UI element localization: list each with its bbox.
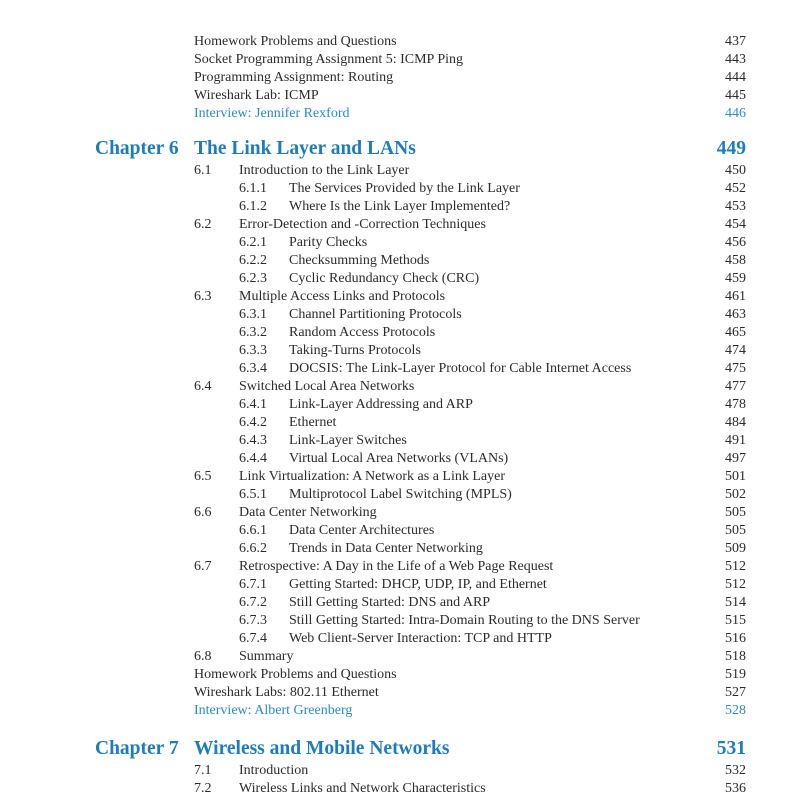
toc-entry-interview[interactable] xyxy=(194,702,746,720)
toc-section[interactable] xyxy=(194,288,746,306)
chapter-title: Wireless and Mobile Networks xyxy=(194,738,450,759)
toc-subsection[interactable] xyxy=(194,612,746,630)
subsection-page: 491 xyxy=(725,433,746,448)
subsection-title: Link-Layer Switches xyxy=(289,433,407,448)
subsection-number: 6.4.4 xyxy=(239,451,267,466)
toc-section[interactable] xyxy=(194,378,746,396)
subsection-page: 509 xyxy=(725,541,746,556)
section-title: Wireless Links and Network Characteristics xyxy=(239,781,486,796)
section-page: 518 xyxy=(725,649,746,664)
subsection-page: 516 xyxy=(725,631,746,646)
toc-entry-title: Interview: Albert Greenberg xyxy=(194,703,353,718)
subsection-page: 475 xyxy=(725,361,746,376)
subsection-page: 458 xyxy=(725,253,746,268)
section-page: 512 xyxy=(725,559,746,574)
subsection-title: Virtual Local Area Networks (VLANs) xyxy=(289,451,509,466)
subsection-title: Ethernet xyxy=(289,415,337,430)
subsection-number: 6.1.2 xyxy=(239,199,267,214)
section-page: 505 xyxy=(725,505,746,520)
toc-entry-title: Wireshark Lab: ICMP xyxy=(194,88,319,103)
section-number: 7.2 xyxy=(194,781,212,796)
subsection-page: 474 xyxy=(725,343,746,358)
toc-section[interactable] xyxy=(194,648,746,666)
subsection-title: Multiprotocol Label Switching (MPLS) xyxy=(289,487,512,502)
subsection-title: Data Center Architectures xyxy=(289,523,435,538)
toc-subsection[interactable] xyxy=(194,252,746,270)
subsection-number: 6.7.2 xyxy=(239,595,267,610)
subsection-title: DOCSIS: The Link-Layer Protocol for Cable Internet Access xyxy=(289,361,632,376)
toc-entry-page: 528 xyxy=(725,703,746,718)
toc-entry-page: 443 xyxy=(725,52,746,67)
subsection-number: 6.5.1 xyxy=(239,487,267,502)
toc-entry-title: Homework Problems and Questions xyxy=(194,34,397,49)
toc-subsection[interactable] xyxy=(194,432,746,450)
subsection-title: Random Access Protocols xyxy=(289,325,436,340)
subsection-title: Trends in Data Center Networking xyxy=(289,541,483,556)
subsection-number: 6.3.1 xyxy=(239,307,267,322)
section-title: Introduction xyxy=(239,763,309,778)
toc-subsection[interactable] xyxy=(194,414,746,432)
subsection-page: 459 xyxy=(725,271,746,286)
subsection-page: 512 xyxy=(725,577,746,592)
section-title: Switched Local Area Networks xyxy=(239,379,415,394)
toc-entry[interactable] xyxy=(194,684,746,702)
toc-subsection[interactable] xyxy=(194,486,746,504)
subsection-number: 6.3.2 xyxy=(239,325,267,340)
toc-entry[interactable] xyxy=(194,33,746,51)
subsection-number: 6.4.1 xyxy=(239,397,267,412)
toc-entry[interactable] xyxy=(194,87,746,105)
chapter-title: The Link Layer and LANs xyxy=(194,138,416,159)
section-number: 6.1 xyxy=(194,163,212,178)
subsection-page: 478 xyxy=(725,397,746,412)
subsection-number: 6.3.4 xyxy=(239,361,267,376)
subsection-page: 465 xyxy=(725,325,746,340)
subsection-page: 463 xyxy=(725,307,746,322)
subsection-page: 505 xyxy=(725,523,746,538)
subsection-page: 497 xyxy=(725,451,746,466)
toc-subsection[interactable] xyxy=(194,342,746,360)
subsection-title: The Services Provided by the Link Layer xyxy=(289,181,520,196)
toc-entry-page: 444 xyxy=(725,70,746,85)
section-number: 6.5 xyxy=(194,469,212,484)
section-page: 450 xyxy=(725,163,746,178)
toc-entry-interview[interactable] xyxy=(194,105,746,123)
subsection-title: Link-Layer Addressing and ARP xyxy=(289,397,473,412)
subsection-number: 6.2.3 xyxy=(239,271,267,286)
subsection-number: 6.2.1 xyxy=(239,235,267,250)
subsection-number: 6.2.2 xyxy=(239,253,267,268)
subsection-title: Still Getting Started: Intra-Domain Routing to the DNS Server xyxy=(289,613,640,628)
subsection-title: Cyclic Redundancy Check (CRC) xyxy=(289,271,480,286)
subsection-page: 453 xyxy=(725,199,746,214)
section-page: 536 xyxy=(725,781,746,796)
toc-entry[interactable] xyxy=(194,69,746,87)
chapter-label: Chapter 7 xyxy=(95,738,179,759)
section-title: Retrospective: A Day in the Life of a Web Page Request xyxy=(239,559,554,574)
toc-subsection[interactable] xyxy=(194,594,746,612)
section-title: Data Center Networking xyxy=(239,505,377,520)
chapter-page: 449 xyxy=(716,138,746,159)
subsection-title: Still Getting Started: DNS and ARP xyxy=(289,595,491,610)
subsection-title: Taking-Turns Protocols xyxy=(289,343,421,358)
subsection-title: Where Is the Link Layer Implemented? xyxy=(289,199,511,214)
section-page: 501 xyxy=(725,469,746,484)
toc-subsection[interactable] xyxy=(194,576,746,594)
toc-subsection[interactable] xyxy=(194,540,746,558)
section-page: 461 xyxy=(725,289,746,304)
toc-subsection[interactable] xyxy=(194,360,746,378)
toc-entry-title: Wireshark Labs: 802.11 Ethernet xyxy=(194,685,379,700)
toc-entry[interactable] xyxy=(194,666,746,684)
toc-subsection[interactable] xyxy=(194,180,746,198)
subsection-number: 6.3.3 xyxy=(239,343,267,358)
toc-entry-title: Socket Programming Assignment 5: ICMP Ping xyxy=(194,52,463,67)
subsection-page: 452 xyxy=(725,181,746,196)
chapter-label: Chapter 6 xyxy=(95,138,179,159)
section-title: Summary xyxy=(239,649,294,664)
toc-entry-page: 445 xyxy=(725,88,746,103)
toc-entry-page: 519 xyxy=(725,667,746,682)
toc-section[interactable] xyxy=(194,504,746,522)
section-number: 6.8 xyxy=(194,649,212,664)
toc-section[interactable] xyxy=(194,558,746,576)
subsection-title: Web Client-Server Interaction: TCP and HTTP xyxy=(289,631,552,646)
subsection-title: Getting Started: DHCP, UDP, IP, and Ethernet xyxy=(289,577,547,592)
subsection-title: Parity Checks xyxy=(289,235,368,250)
toc-entry-page: 446 xyxy=(725,106,746,121)
chapter-heading[interactable] xyxy=(95,136,746,162)
section-page: 454 xyxy=(725,217,746,232)
toc-subsection[interactable] xyxy=(194,450,746,468)
subsection-number: 6.4.3 xyxy=(239,433,267,448)
subsection-number: 6.1.1 xyxy=(239,181,267,196)
section-title: Link Virtualization: A Network as a Link Layer xyxy=(239,469,505,484)
section-number: 6.6 xyxy=(194,505,212,520)
chapter-page: 531 xyxy=(716,738,746,759)
section-number: 6.2 xyxy=(194,217,212,232)
subsection-title: Channel Partitioning Protocols xyxy=(289,307,462,322)
section-number: 7.1 xyxy=(194,763,212,778)
section-title: Error-Detection and -Correction Techniques xyxy=(239,217,486,232)
toc-entry-page: 527 xyxy=(725,685,746,700)
subsection-number: 6.7.3 xyxy=(239,613,267,628)
toc-subsection[interactable] xyxy=(194,270,746,288)
section-number: 6.7 xyxy=(194,559,212,574)
subsection-page: 515 xyxy=(725,613,746,628)
toc-subsection[interactable] xyxy=(194,396,746,414)
toc-entry-page: 437 xyxy=(725,34,746,49)
toc-subsection[interactable] xyxy=(194,522,746,540)
toc-entry[interactable] xyxy=(194,51,746,69)
toc-subsection[interactable] xyxy=(194,630,746,648)
toc-subsection[interactable] xyxy=(194,234,746,252)
toc-entry-title: Homework Problems and Questions xyxy=(194,667,397,682)
toc-section[interactable] xyxy=(194,162,746,180)
toc-entry-title: Programming Assignment: Routing xyxy=(194,70,394,85)
subsection-number: 6.7.1 xyxy=(239,577,267,592)
subsection-page: 514 xyxy=(725,595,746,610)
toc-section[interactable] xyxy=(194,780,746,798)
section-number: 6.3 xyxy=(194,289,212,304)
subsection-number: 6.4.2 xyxy=(239,415,267,430)
toc-entry-title: Interview: Jennifer Rexford xyxy=(194,106,350,121)
section-title: Introduction to the Link Layer xyxy=(239,163,410,178)
subsection-page: 484 xyxy=(725,415,746,430)
toc-subsection[interactable] xyxy=(194,306,746,324)
subsection-title: Checksumming Methods xyxy=(289,253,430,268)
toc-section[interactable] xyxy=(194,216,746,234)
toc-section[interactable] xyxy=(194,762,746,780)
subsection-page: 456 xyxy=(725,235,746,250)
subsection-number: 6.6.1 xyxy=(239,523,267,538)
section-title: Multiple Access Links and Protocols xyxy=(239,289,446,304)
subsection-page: 502 xyxy=(725,487,746,502)
section-number: 6.4 xyxy=(194,379,212,394)
toc-section[interactable] xyxy=(194,468,746,486)
section-page: 532 xyxy=(725,763,746,778)
chapter-heading[interactable] xyxy=(95,736,746,762)
toc-subsection[interactable] xyxy=(194,324,746,342)
subsection-number: 6.6.2 xyxy=(239,541,267,556)
section-page: 477 xyxy=(725,379,746,394)
toc-subsection[interactable] xyxy=(194,198,746,216)
subsection-number: 6.7.4 xyxy=(239,631,267,646)
